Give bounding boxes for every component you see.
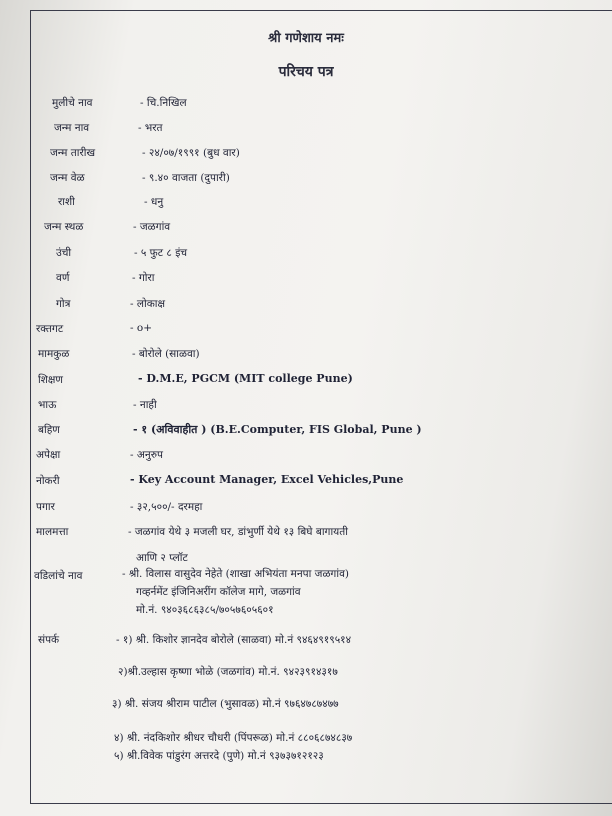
field-label: जन्म तारीख xyxy=(50,147,96,159)
field-value: - जळगांव xyxy=(133,221,171,233)
field-value: - बोरोले (साळवा) xyxy=(132,348,200,360)
field-label: मालमत्ता xyxy=(36,526,69,538)
field-value: - लोकाक्ष xyxy=(130,298,166,310)
field-value: - नाही xyxy=(133,399,157,411)
contacts-label: संपर्क xyxy=(38,634,60,646)
field-label: जन्म स्थळ xyxy=(44,221,84,233)
page-border xyxy=(30,10,612,804)
document-title: परिचय पत्र xyxy=(278,64,334,80)
field-value: - ३२,५००/- दरमहा xyxy=(130,501,203,513)
field-value: - ५ फुट ८ इंच xyxy=(134,247,188,259)
field-label: जन्म वेळ xyxy=(50,172,85,184)
field-label: भाऊ xyxy=(38,399,57,411)
field-value: - गोरा xyxy=(132,272,155,284)
father-line: मो.नं. ९४०३६८६३८५/७०५७६०५६०१ xyxy=(136,604,274,616)
field-label: उंची xyxy=(56,247,72,259)
field-value: - १ (अविवाहीत ) (B.E.Computer, FIS Global, Pune ) xyxy=(133,423,422,436)
contact-item: - १) श्री. किशोर ज्ञानदेव बोरोले (साळवा) मो.नं ९४६४९१९५१४ xyxy=(116,634,352,646)
field-value: - ९.४० वाजता (दुपारी) xyxy=(142,172,230,184)
field-label: बहिण xyxy=(38,424,60,436)
field-value: - धनु xyxy=(144,196,164,208)
field-label: मुलीचे नाव xyxy=(52,97,93,109)
contact-item: ५) श्री.विवेक पांडुरंग अत्तरदे (पुणे) मो.नं ९३७३७१२१२३ xyxy=(114,750,324,762)
field-value: - D.M.E, PGCM (MIT college Pune) xyxy=(138,372,353,385)
contact-item: २)श्री.उल्हास कृष्णा भोळे (जळगांव) मो.नं. ९४२३९१४३१७ xyxy=(118,666,338,678)
field-label: पगार xyxy=(36,501,55,513)
field-label: शिक्षण xyxy=(38,374,63,386)
contact-item: ४) श्री. नंदकिशोर श्रीधर चौधरी (पिंपरूळ) मो.नं ८८०६८७४८३७ xyxy=(114,732,353,744)
field-label: रक्तगट xyxy=(36,323,64,335)
field-value: - जळगांव येथे ३ मजली घर, डांभुर्णी येथे १३ बिघे बागायती xyxy=(128,526,348,538)
field-label: राशी xyxy=(58,196,75,208)
field-value: - o+ xyxy=(130,322,153,334)
field-label: नोकरी xyxy=(36,475,60,487)
invocation-heading: श्री गणेशाय नमः xyxy=(268,31,344,46)
field-value: - Key Account Manager, Excel Vehicles,Pune xyxy=(130,473,404,486)
contact-item: ३) श्री. संजय श्रीराम पाटील (भुसावळ) मो.नं ९७६४७८७४७७ xyxy=(112,698,339,710)
property-continuation: आणि २ प्लॉट xyxy=(136,552,188,564)
father-label: वडिलांचे नाव xyxy=(34,570,83,582)
field-label: अपेक्षा xyxy=(36,449,61,461)
father-line: गव्हर्नमेंट इंजिनिअरींग कॉलेज मागे, जळगांव xyxy=(136,586,301,598)
field-value: - चि.निखिल xyxy=(140,97,187,109)
field-value: - २४/०७/१९९१ (बुध वार) xyxy=(142,147,240,159)
field-label: जन्म नाव xyxy=(54,122,90,134)
field-value: - अनुरुप xyxy=(130,449,163,461)
field-label: गोत्र xyxy=(56,298,71,310)
field-label: वर्ण xyxy=(56,272,70,284)
field-value: - भरत xyxy=(138,122,163,134)
field-label: मामकुळ xyxy=(38,348,70,360)
father-line: - श्री. विलास वासुदेव नेहेते (शाखा अभियंता मनपा जळगांव) xyxy=(122,568,349,580)
